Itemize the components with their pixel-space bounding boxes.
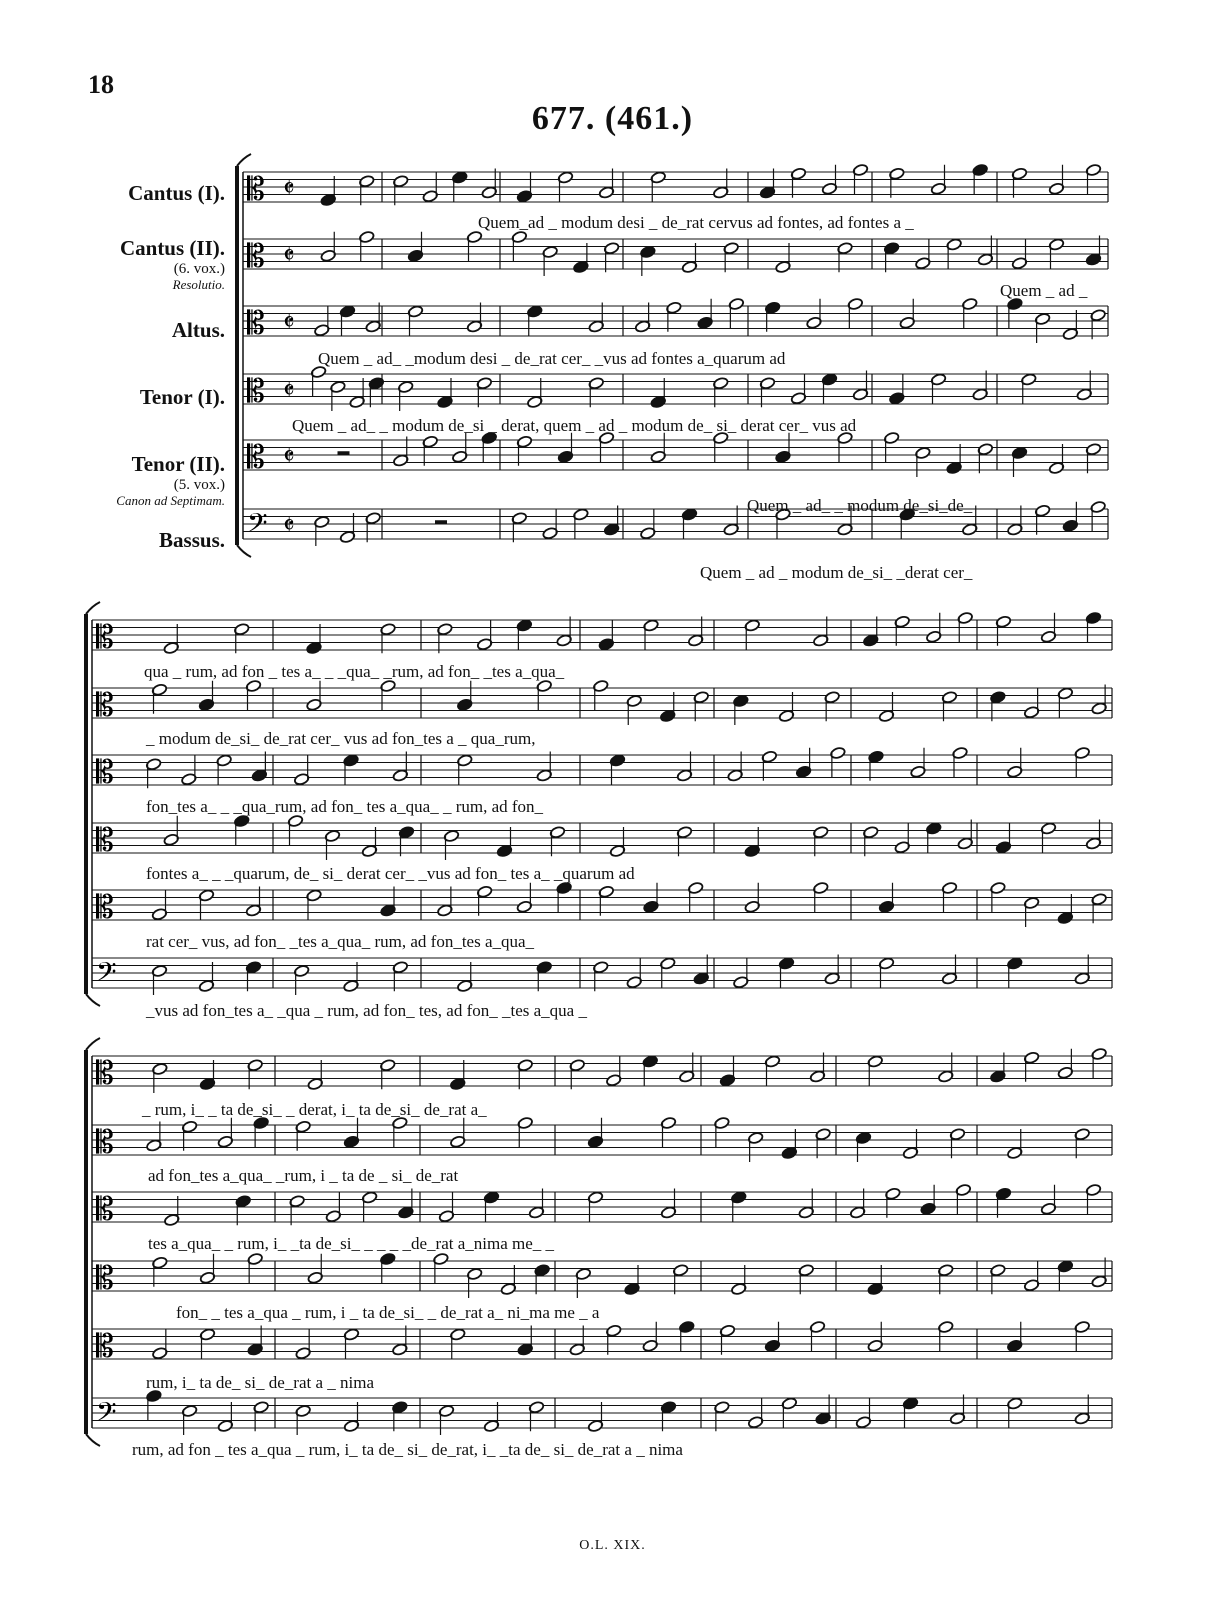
bracket-hook: [237, 154, 251, 166]
time-signature-icon: 𝄵: [283, 241, 295, 271]
lyric-line: ad fon_tes a_qua_ _rum, i _ ta de _ si_ de_rat: [148, 1166, 459, 1185]
bracket-hook: [86, 1434, 100, 1446]
time-signature-icon: 𝄵: [283, 511, 295, 541]
voice-note: Resolutio.: [172, 277, 225, 292]
lyric-line: Quem _ ad _: [1000, 281, 1088, 300]
lyric-line: qua _ rum, ad fon _ tes a_ _ _qua_ _rum, ad fon_ _tes a_qua_: [144, 662, 565, 681]
page-number: 18: [88, 70, 114, 99]
voice-name: Altus.: [171, 318, 225, 342]
bracket-hook: [237, 545, 251, 557]
clef-icon: 𝄢: [247, 507, 268, 545]
clef-icon: 𝄡: [96, 686, 114, 724]
piece-title: 677. (461.): [531, 100, 694, 137]
clef-icon: 𝄡: [96, 753, 114, 791]
clef-icon: 𝄡: [247, 304, 265, 342]
clef-icon: 𝄢: [96, 1396, 117, 1434]
lyric-line: tes a_qua_ _ rum, i_ _ta de_si_ _ _ _ _de_rat a_nima me_ _: [148, 1234, 555, 1253]
voice-name: Bassus.: [159, 528, 225, 552]
lyric-line: Quem_ad _ modum desi _ de_rat cervus ad fontes, ad fontes a _: [478, 213, 914, 232]
lyric-line: fon_ _ tes a_qua _ rum, i _ ta de_si_ _ de_rat a_ ni_ma me _ a: [176, 1303, 600, 1322]
lyric-line: Quem _ ad _ modum de_si_ _derat cer_: [700, 563, 973, 582]
lyric-line: _vus ad fon_tes a_ _qua _ rum, ad fon_ tes, ad fon_ _tes a_qua _: [146, 1001, 587, 1020]
bracket-hook: [86, 994, 100, 1006]
rest-icon: [435, 520, 447, 524]
clef-icon: 𝄡: [96, 1327, 114, 1365]
voice-name: Tenor (II).: [131, 452, 225, 476]
voice-name: Cantus (I).: [128, 181, 225, 205]
voice-name: Cantus (II).: [119, 236, 225, 260]
clef-icon: 𝄡: [247, 237, 265, 275]
page-signature: O.L. XIX.: [579, 1538, 646, 1553]
lyric-line: rum, i_ ta de_ si_ de_rat a _ nima: [146, 1373, 375, 1392]
voice-sub: (5. vox.): [173, 477, 225, 493]
clef-icon: 𝄡: [96, 821, 114, 859]
voice-note: Canon ad Septimam.: [116, 493, 225, 508]
time-signature-icon: 𝄵: [283, 174, 295, 204]
time-signature-icon: 𝄵: [283, 442, 295, 472]
lyric-line: _ modum de_si_ de_rat cer_ vus ad fon_tes a _ qua_rum,: [146, 729, 536, 748]
clef-icon: 𝄡: [247, 372, 265, 410]
lyric-line: rum, ad fon _ tes a_qua _ rum, i_ ta de_ si_ de_rat, i_ _ta de_ si_ de_rat a _ nima: [132, 1440, 683, 1459]
lyric-line: Quem _ ad_ _ modum de_si _ derat, quem _ ad _ modum de_ si_ derat cer_ vus ad: [292, 416, 857, 435]
lyric-line: Quem _ ad_ _ modum de_si_de_: [747, 496, 973, 515]
clef-icon: 𝄡: [96, 1190, 114, 1228]
time-signature-icon: 𝄵: [283, 376, 295, 406]
rest-icon: [338, 451, 350, 455]
clef-icon: 𝄡: [96, 888, 114, 926]
clef-icon: 𝄡: [96, 618, 114, 656]
lyric-line: Quem _ ad_ _modum desi _ de_rat cer_ _vus ad fontes a_quarum ad: [318, 349, 786, 368]
lyric-line: fontes a_ _ _quarum, de_ si_ derat cer_ _vus ad fon_ tes a_ _quarum ad: [146, 864, 635, 883]
clef-icon: 𝄡: [96, 1259, 114, 1297]
bracket-hook: [86, 1038, 100, 1050]
clef-icon: 𝄡: [247, 438, 265, 476]
clef-icon: 𝄢: [96, 956, 117, 994]
time-signature-icon: 𝄵: [283, 308, 295, 338]
bracket-hook: [86, 602, 100, 614]
lyric-line: rat cer_ vus, ad fon_ _tes a_qua_ rum, ad fon_tes a_qua_: [146, 932, 535, 951]
lyric-line: _ rum, i_ _ ta de_si_ _ derat, i_ ta de_si_ de_rat a_: [142, 1100, 487, 1119]
lyric-line: fon_tes a_ _ _qua_rum, ad fon_ tes a_qua_ _ rum, ad fon_: [146, 797, 544, 816]
voice-sub: (6. vox.): [173, 261, 225, 277]
voice-name: Tenor (I).: [139, 385, 225, 409]
clef-icon: 𝄡: [96, 1123, 114, 1161]
clef-icon: 𝄡: [247, 170, 265, 208]
clef-icon: 𝄡: [96, 1054, 114, 1092]
